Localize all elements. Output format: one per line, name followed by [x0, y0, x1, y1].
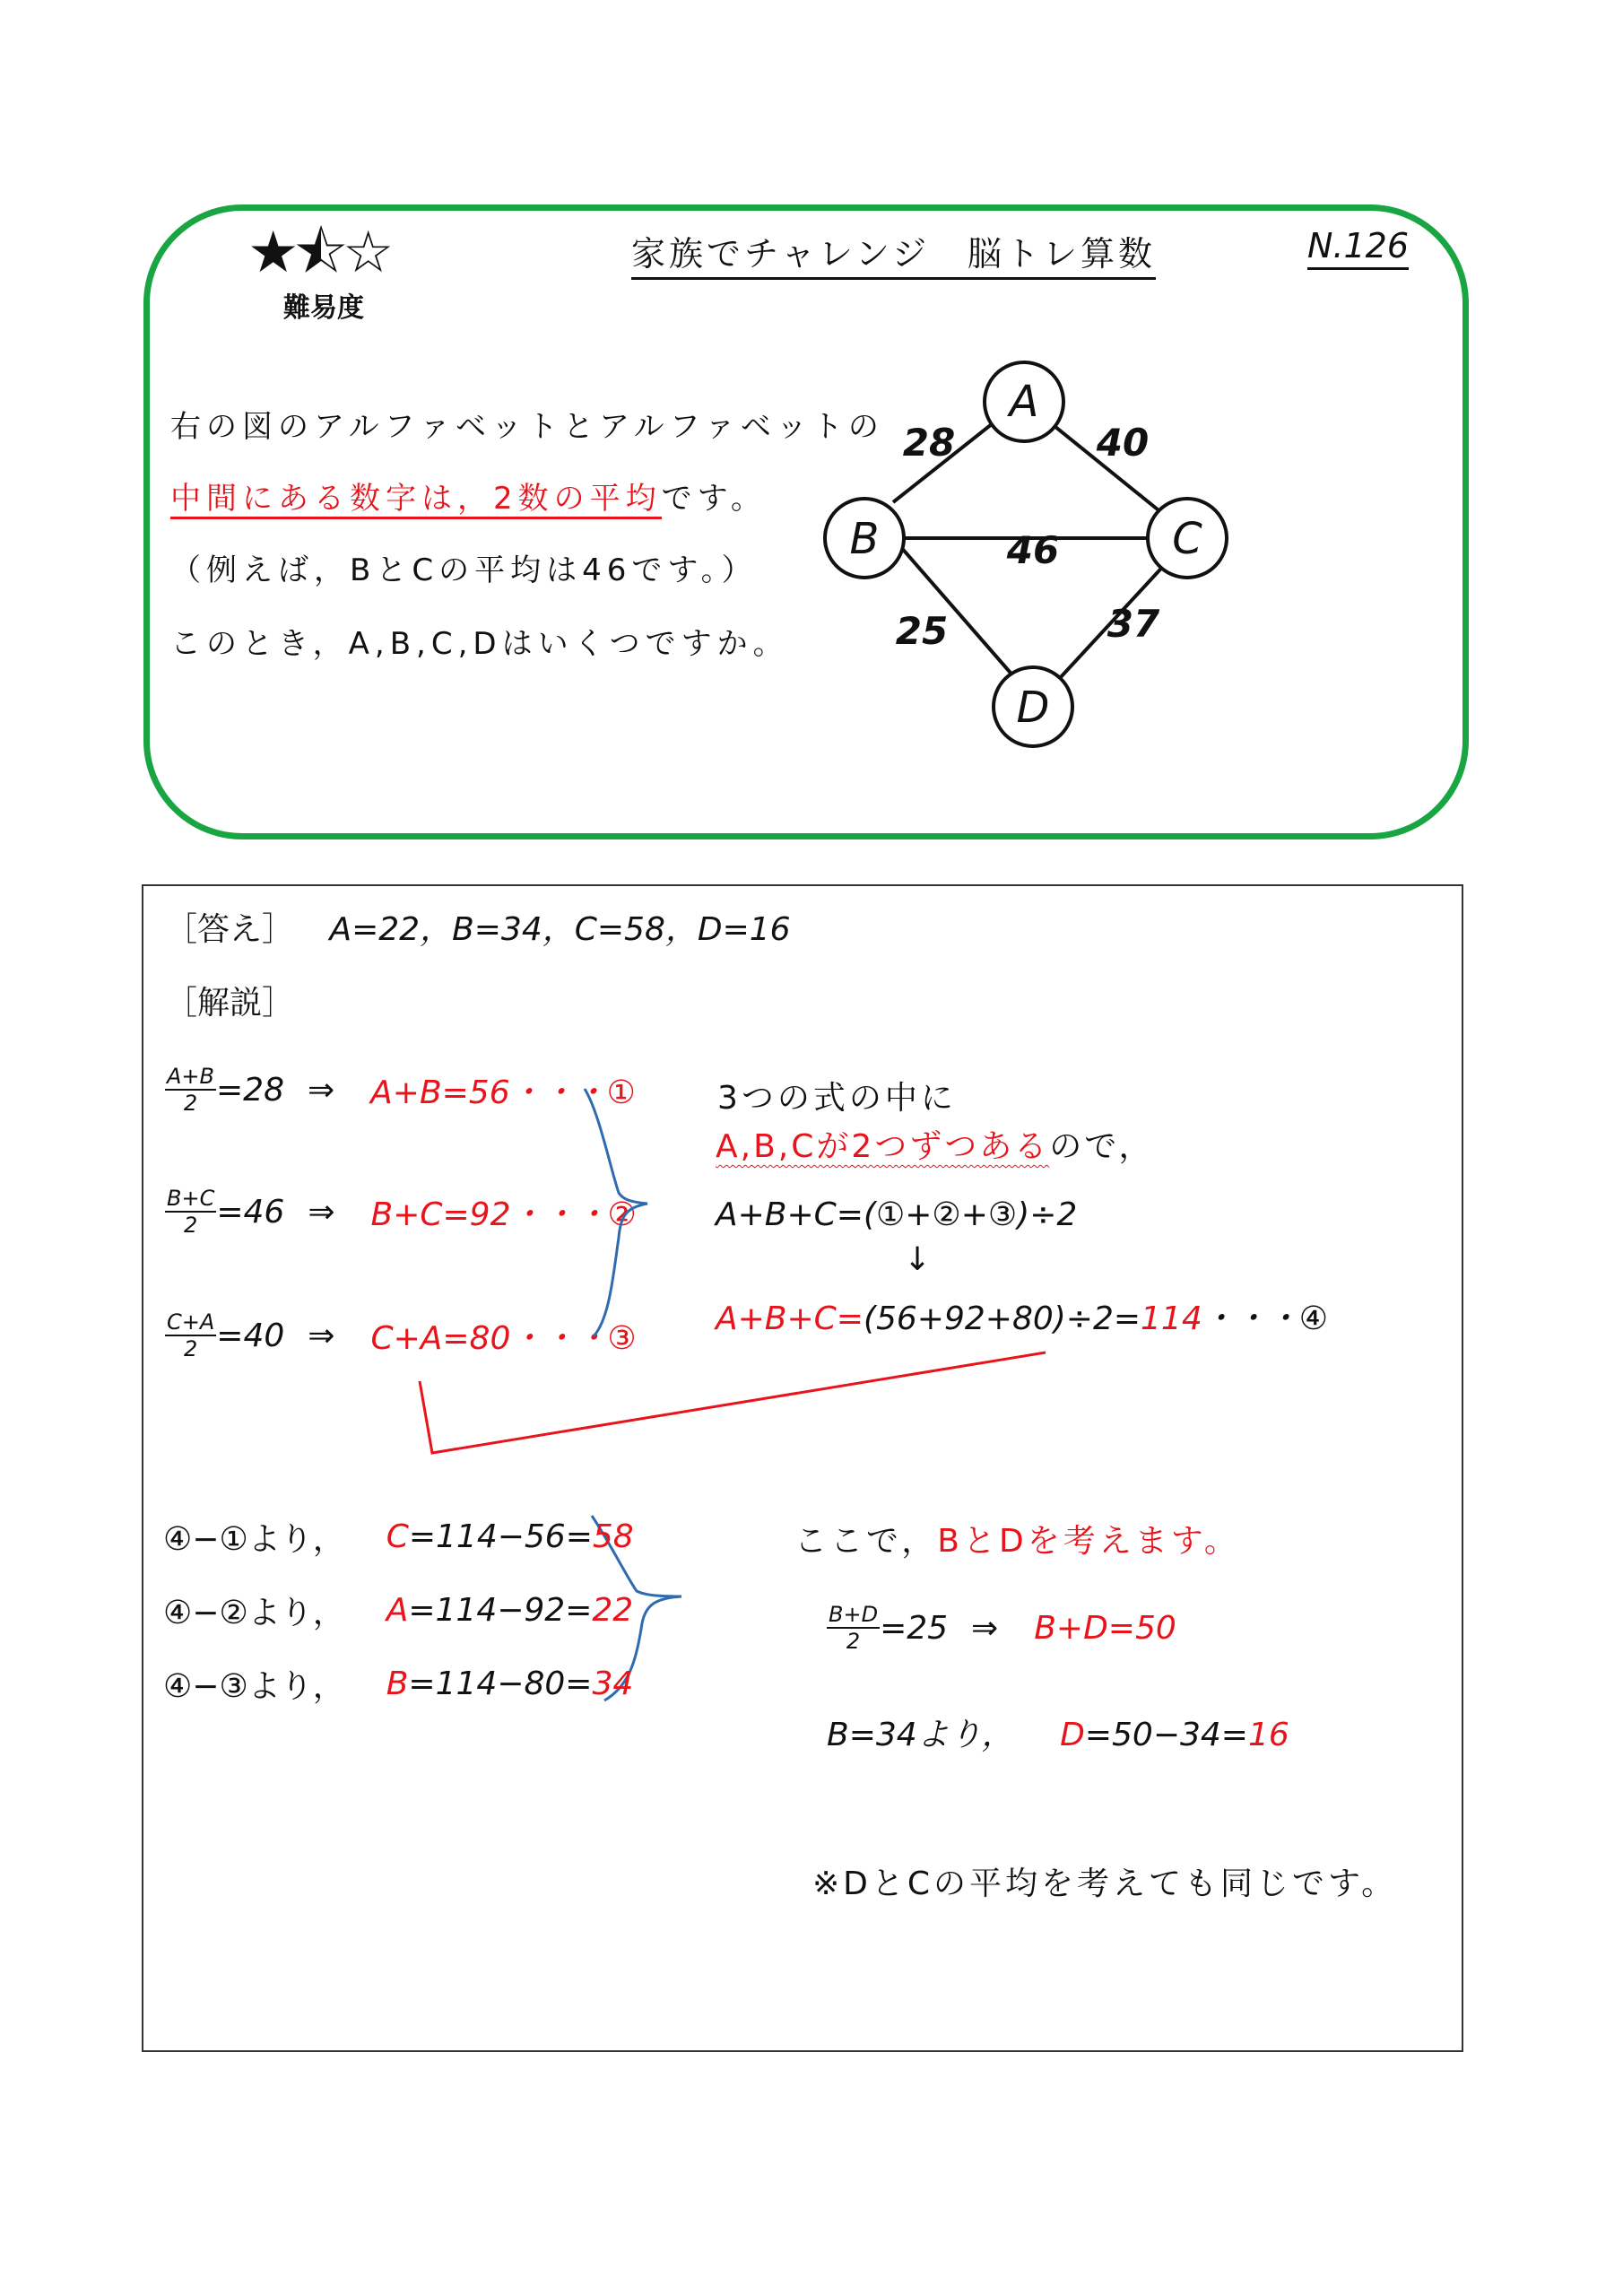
result-2: B+C=92・・・② — [370, 1196, 637, 1233]
question-line-1: 右の図のアルファベットとアルファベットの — [170, 409, 884, 445]
question-line-3: （例えば，BとCの平均は46です。） — [170, 552, 758, 588]
question-line-2-rest: です。 — [661, 481, 767, 517]
question-line-4: このとき，A,B,C,Dはいくつですか。 — [170, 626, 789, 662]
problem-number: N.126 — [1307, 226, 1409, 270]
fraction-2: $\frac{B+C}{2}$ — [167, 1186, 215, 1238]
sum-line-2: A+B+C=(56+92+80)÷2=114・・・④ — [716, 1300, 1329, 1337]
final-line: B=34より， D=50−34=16 — [827, 1717, 1289, 1753]
sum-line-1: A+B+C=(①+②+③)÷2 — [716, 1196, 1078, 1233]
node-c-label: C — [1172, 514, 1202, 564]
fraction-3: $\frac{C+A}{2}$ — [167, 1309, 215, 1361]
result-1: A+B=56・・・① — [370, 1074, 636, 1111]
note-highlight: A,B,Cが2つずつある — [716, 1128, 1050, 1165]
implies-arrow: ⇒ — [308, 1193, 335, 1231]
brace-1 — [585, 1089, 647, 1336]
equation-3: $\frac{C+A}{2}$ =40 ⇒ C+A=80・・・③ — [167, 1309, 637, 1361]
subtraction-2: ④−②より， A =114−92= 22 — [163, 1592, 634, 1631]
equation-4: $\frac{B+D}{2}$ =25 ⇒ B+D=50 — [829, 1602, 1176, 1654]
edge-ac-label: 40 — [1096, 421, 1150, 465]
node-d-label: D — [1016, 683, 1050, 733]
edge-cd-label: 37 — [1107, 602, 1160, 646]
note-line-1: 3つの式の中に — [717, 1080, 957, 1117]
here-line: ここで，BとDを考えます。 — [794, 1523, 1240, 1560]
note-line-2: A,B,Cが2つずつあるので， — [716, 1128, 1154, 1165]
question-highlight: 中間にある数字は，2数の平均 — [170, 481, 662, 519]
edge-bd-label: 25 — [895, 609, 949, 653]
subtraction-1: ④−①より， C =114−56= 58 — [163, 1518, 634, 1558]
node-b-label: B — [849, 514, 880, 564]
connector-line — [420, 1352, 1046, 1453]
node-a-label: A — [1009, 377, 1039, 427]
explanation-label: ［解説］ — [165, 985, 295, 1022]
equation-2: $\frac{B+C}{2}$ =46 ⇒ B+C=92・・・② — [167, 1186, 637, 1238]
subtraction-3: ④−③より， B =114−80= 34 — [163, 1665, 634, 1705]
fraction-1: $\frac{A+B}{2}$ — [167, 1064, 214, 1116]
result-4: B+D=50 — [1034, 1609, 1176, 1647]
difficulty-stars: ★⯪☆ — [247, 220, 389, 286]
difficulty-label: 難易度 — [283, 292, 364, 324]
edge-bc-label: 46 — [1006, 528, 1060, 572]
page-title: 家族でチャレンジ 脳トレ算数 — [631, 226, 1156, 280]
implies-arrow: ⇒ — [307, 1071, 335, 1109]
result-3: C+A=80・・・③ — [370, 1319, 637, 1357]
answer-values: A=22，B=34，C=58，D=16 — [329, 911, 791, 948]
footnote: ※DとCの平均を考えても同じです。 — [812, 1866, 1398, 1902]
implies-arrow: ⇒ — [308, 1317, 335, 1354]
fraction-4: $\frac{B+D}{2}$ — [829, 1602, 879, 1654]
implies-arrow: ⇒ — [971, 1609, 999, 1647]
edge-ab-label: 28 — [902, 421, 956, 465]
down-arrow-icon: ↓ — [904, 1241, 932, 1278]
answer-label: ［答え］ — [165, 911, 295, 948]
equation-1: $\frac{A+B}{2}$ =28 ⇒ A+B=56・・・① — [167, 1064, 636, 1116]
